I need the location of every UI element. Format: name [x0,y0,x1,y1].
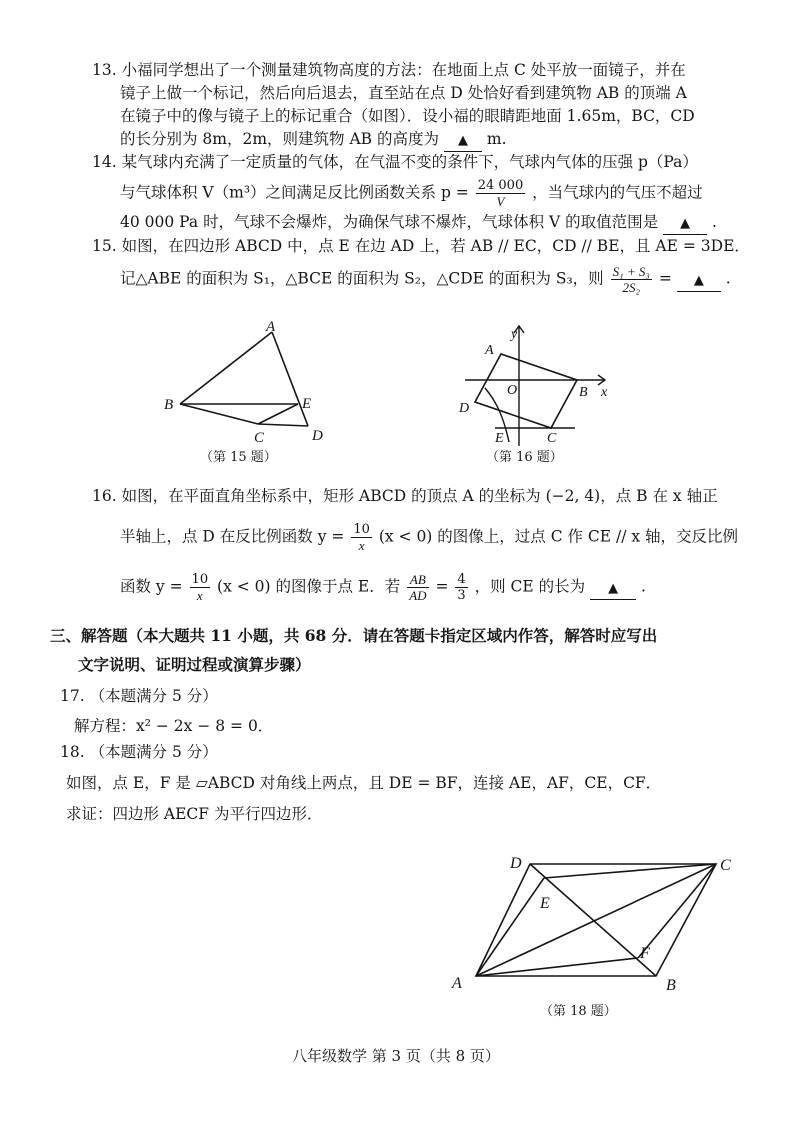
figure-18-caption: （第 18 题） [540,1004,617,1019]
q15-fraction [611,264,652,295]
fig16-label-e: E [495,431,504,446]
q13-line3: 在镜子中的像与镜子上的标记重合（如图）．设小福的眼睛距地面 1.65m，BC，CD [120,107,695,125]
answer-triangle-icon: ▲ [680,216,691,231]
q15-line2-text: 记△ABE 的面积为 S₁，△BCE 的面积为 S₂，△CDE 的面积为 S₃，则 [120,269,604,288]
q13-line4 [120,129,507,152]
figure-16-caption: （第 16 题） [486,450,563,465]
q16-line2-tail: (x < 0) 的图像上，过点 C 作 CE // x 轴，交反比例 [378,527,739,546]
figure-16-diagram [455,318,625,448]
q13-line1: 13. 小福同学想出了一个测量建筑物高度的方法：在地面上点 C 处平放一面镜子，并在 [92,61,686,79]
q17-body: 解方程：x² − 2x − 8 = 0． [74,717,274,735]
page-footer: 八年级数学 第 3 页（共 8 页） [292,1047,500,1065]
q16-line3-mid: (x < 0) 的图像于点 E．若 [217,577,401,596]
q16-frac1-den: x [358,538,365,553]
q13-unit: m. [486,130,507,148]
figure-18-diagram [440,850,750,1000]
figure-15-caption: （第 15 题） [200,450,277,465]
section-3-heading-cont: 文字说明、证明过程或演算步骤） [78,655,311,674]
q16-line1: 16. 如图，在平面直角坐标系中，矩形 ABCD 的顶点 A 的坐标为 (−2, 4)，点 B 在 x 轴正 [92,487,718,505]
fig18-label-e: E [540,895,550,912]
q13-line4-text: 的长分别为 8m，2m，则建筑物 AB 的高度为 [120,130,439,148]
q14-period: . [712,213,717,231]
answer-blank [444,129,482,152]
q15-frac-num: S₁ + S₃ [612,264,650,279]
q17-header: 17. （本题满分 5 分） [60,687,218,705]
q15-line1: 15. 如图，在四边形 ABCD 中，点 E 在边 AD 上，若 AB // EC，CD // BE，且 AE = 3DE． [92,237,750,255]
fig15-label-b: B [164,397,174,413]
q15-frac-den: 2S₂ [622,280,641,295]
fig16-label-a: A [485,343,494,358]
q14-line2-text: 与气球体积 V（m³）之间满足反比例函数关系 p = [120,183,469,202]
q14-frac-den: V [496,194,505,209]
q16-fraction-4 [455,572,467,603]
answer-triangle-icon: ▲ [608,580,619,596]
q15-period: . [725,269,731,288]
q16-line2 [120,522,738,553]
q16-period: . [641,577,646,596]
answer-blank [677,269,721,292]
answer-blank [663,212,707,235]
q16-frac3-den: AD [409,588,427,603]
figure-15-diagram [150,318,340,448]
q16-frac4-den: 3 [457,588,466,603]
fig16-label-d: D [459,401,470,416]
fig18-label-f: F [640,945,650,962]
fig16-label-x: x [601,385,608,400]
q16-frac3-num: AB [407,572,428,588]
q18-line2: 求证：四边形 AECF 为平行四边形． [66,805,323,823]
fig16-label-c: C [547,431,557,446]
q16-line2-text: 半轴上，点 D 在反比例函数 y = [120,527,345,546]
q14-line3 [120,212,717,235]
fig18-label-a: A [452,975,462,992]
q14-frac-num: 24 000 [477,178,524,193]
fig15-label-c: C [254,430,265,446]
fig15-label-e: E [302,396,312,412]
fig18-label-d: D [510,855,522,872]
q16-line3 [120,572,646,603]
q14-line2 [120,178,703,209]
q18-header: 18. （本题满分 5 分） [60,743,218,761]
section-3-heading: 三、解答题（本大题共 11 小题，共 68 分．请在答题卡指定区域内作答，解答时应写出 [50,626,658,645]
fig16-label-o: O [507,383,518,398]
q16-fraction-1 [351,522,372,553]
q16-line3-text: 函数 y = [120,577,183,596]
fig18-label-b: B [666,977,676,994]
q16-frac2-den: x [196,588,203,603]
q13-line2: 镜子上做一个标记，然后向后退去，直至站在点 D 处恰好看到建筑物 AB 的顶端 A [120,84,687,102]
q16-frac2-num: 10 [191,572,209,587]
q15-line2 [120,264,731,295]
fig16-label-y: y [511,327,518,342]
q14-line3-text: 40 000 Pa 时，气球不会爆炸，为确保气球不爆炸，气球体积 V 的取值范围是 [120,213,659,231]
answer-triangle-icon: ▲ [457,133,468,148]
q14-line1: 14. 某气球内充满了一定质量的气体，在气温不变的条件下，气球内气体的压强 p（Pa） [92,153,698,171]
answer-blank [590,577,636,600]
q16-line3-tail: ，则 CE 的长为 [474,577,586,596]
q16-equals: = [435,577,449,596]
fig15-label-d: D [312,428,323,444]
q14-line2-tail: ，当气球内的气压不超过 [532,183,703,202]
answer-triangle-icon: ▲ [693,272,704,288]
fig18-label-c: C [720,857,731,874]
fig15-label-a: A [266,319,276,335]
q18-line1: 如图，点 E，F 是 ▱ABCD 对角线上两点，且 DE = BF，连接 AE，AF，CE，CF． [66,774,662,792]
q16-frac4-num: 4 [457,572,466,587]
q16-fraction-3 [407,572,428,603]
q15-equals: = [658,269,672,288]
q16-fraction-2 [190,572,211,603]
q16-frac1-num: 10 [353,522,370,537]
q14-fraction [476,178,526,209]
fig16-label-b: B [579,385,588,400]
